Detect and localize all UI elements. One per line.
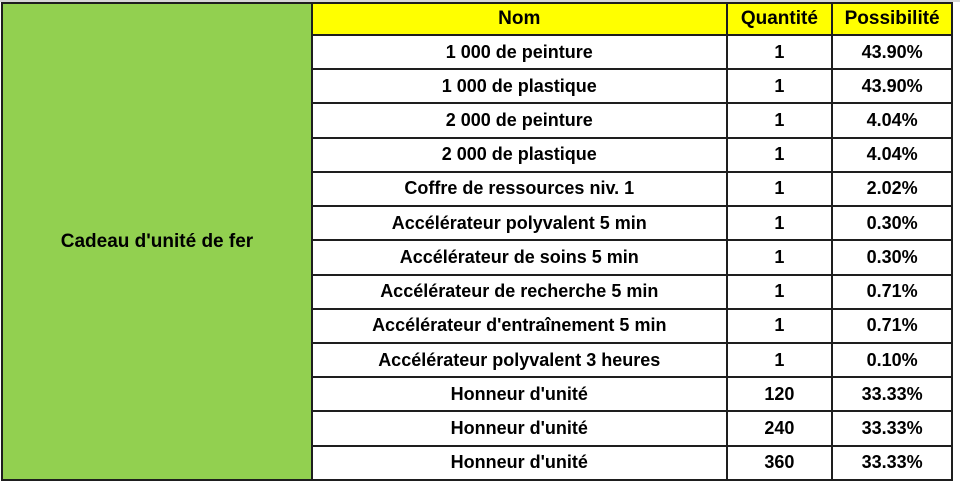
quantity-cell: 1 (727, 275, 833, 309)
header-row (2, 3, 952, 35)
item-name-cell: 2 000 de plastique (312, 138, 727, 172)
column-header-nom: Nom (312, 3, 727, 35)
item-name-cell: Accélérateur de recherche 5 min (312, 275, 727, 309)
quantity-cell: 360 (727, 446, 833, 480)
item-name-cell: 1 000 de peinture (312, 35, 727, 69)
item-name-cell: Accélérateur d'entraînement 5 min (312, 309, 727, 343)
quantity-cell: 1 (727, 103, 833, 137)
quantity-cell: 1 (727, 343, 833, 377)
possibility-cell: 4.04% (832, 103, 952, 137)
item-name-cell: Honneur d'unité (312, 446, 727, 480)
possibility-cell: 33.33% (832, 411, 952, 445)
quantity-cell: 1 (727, 309, 833, 343)
quantity-cell: 1 (727, 172, 833, 206)
quantity-cell: 1 (727, 240, 833, 274)
possibility-cell: 33.33% (832, 377, 952, 411)
possibility-cell: 43.90% (832, 35, 952, 69)
possibility-cell: 0.30% (832, 206, 952, 240)
item-name-cell: Accélérateur polyvalent 5 min (312, 206, 727, 240)
item-name-cell: Coffre de ressources niv. 1 (312, 172, 727, 206)
quantity-cell: 1 (727, 138, 833, 172)
item-name-cell: Honneur d'unité (312, 411, 727, 445)
quantity-cell: 1 (727, 69, 833, 103)
item-name-cell: Accélérateur polyvalent 3 heures (312, 343, 727, 377)
possibility-cell: 0.71% (832, 309, 952, 343)
column-header-quantite: Quantité (727, 3, 833, 35)
possibility-cell: 43.90% (832, 69, 952, 103)
quantity-cell: 120 (727, 377, 833, 411)
possibility-cell: 0.71% (832, 275, 952, 309)
possibility-cell: 33.33% (832, 446, 952, 480)
item-name-cell: 1 000 de plastique (312, 69, 727, 103)
loot-table (1, 2, 953, 481)
item-name-cell: Honneur d'unité (312, 377, 727, 411)
column-header-possibilite: Possibilité (832, 3, 952, 35)
group-label-cell: Cadeau d'unité de fer (2, 3, 312, 480)
item-name-cell: Accélérateur de soins 5 min (312, 240, 727, 274)
possibility-cell: 0.30% (832, 240, 952, 274)
possibility-cell: 4.04% (832, 138, 952, 172)
quantity-cell: 1 (727, 35, 833, 69)
item-name-cell: 2 000 de peinture (312, 103, 727, 137)
possibility-cell: 2.02% (832, 172, 952, 206)
possibility-cell: 0.10% (832, 343, 952, 377)
quantity-cell: 1 (727, 206, 833, 240)
quantity-cell: 240 (727, 411, 833, 445)
